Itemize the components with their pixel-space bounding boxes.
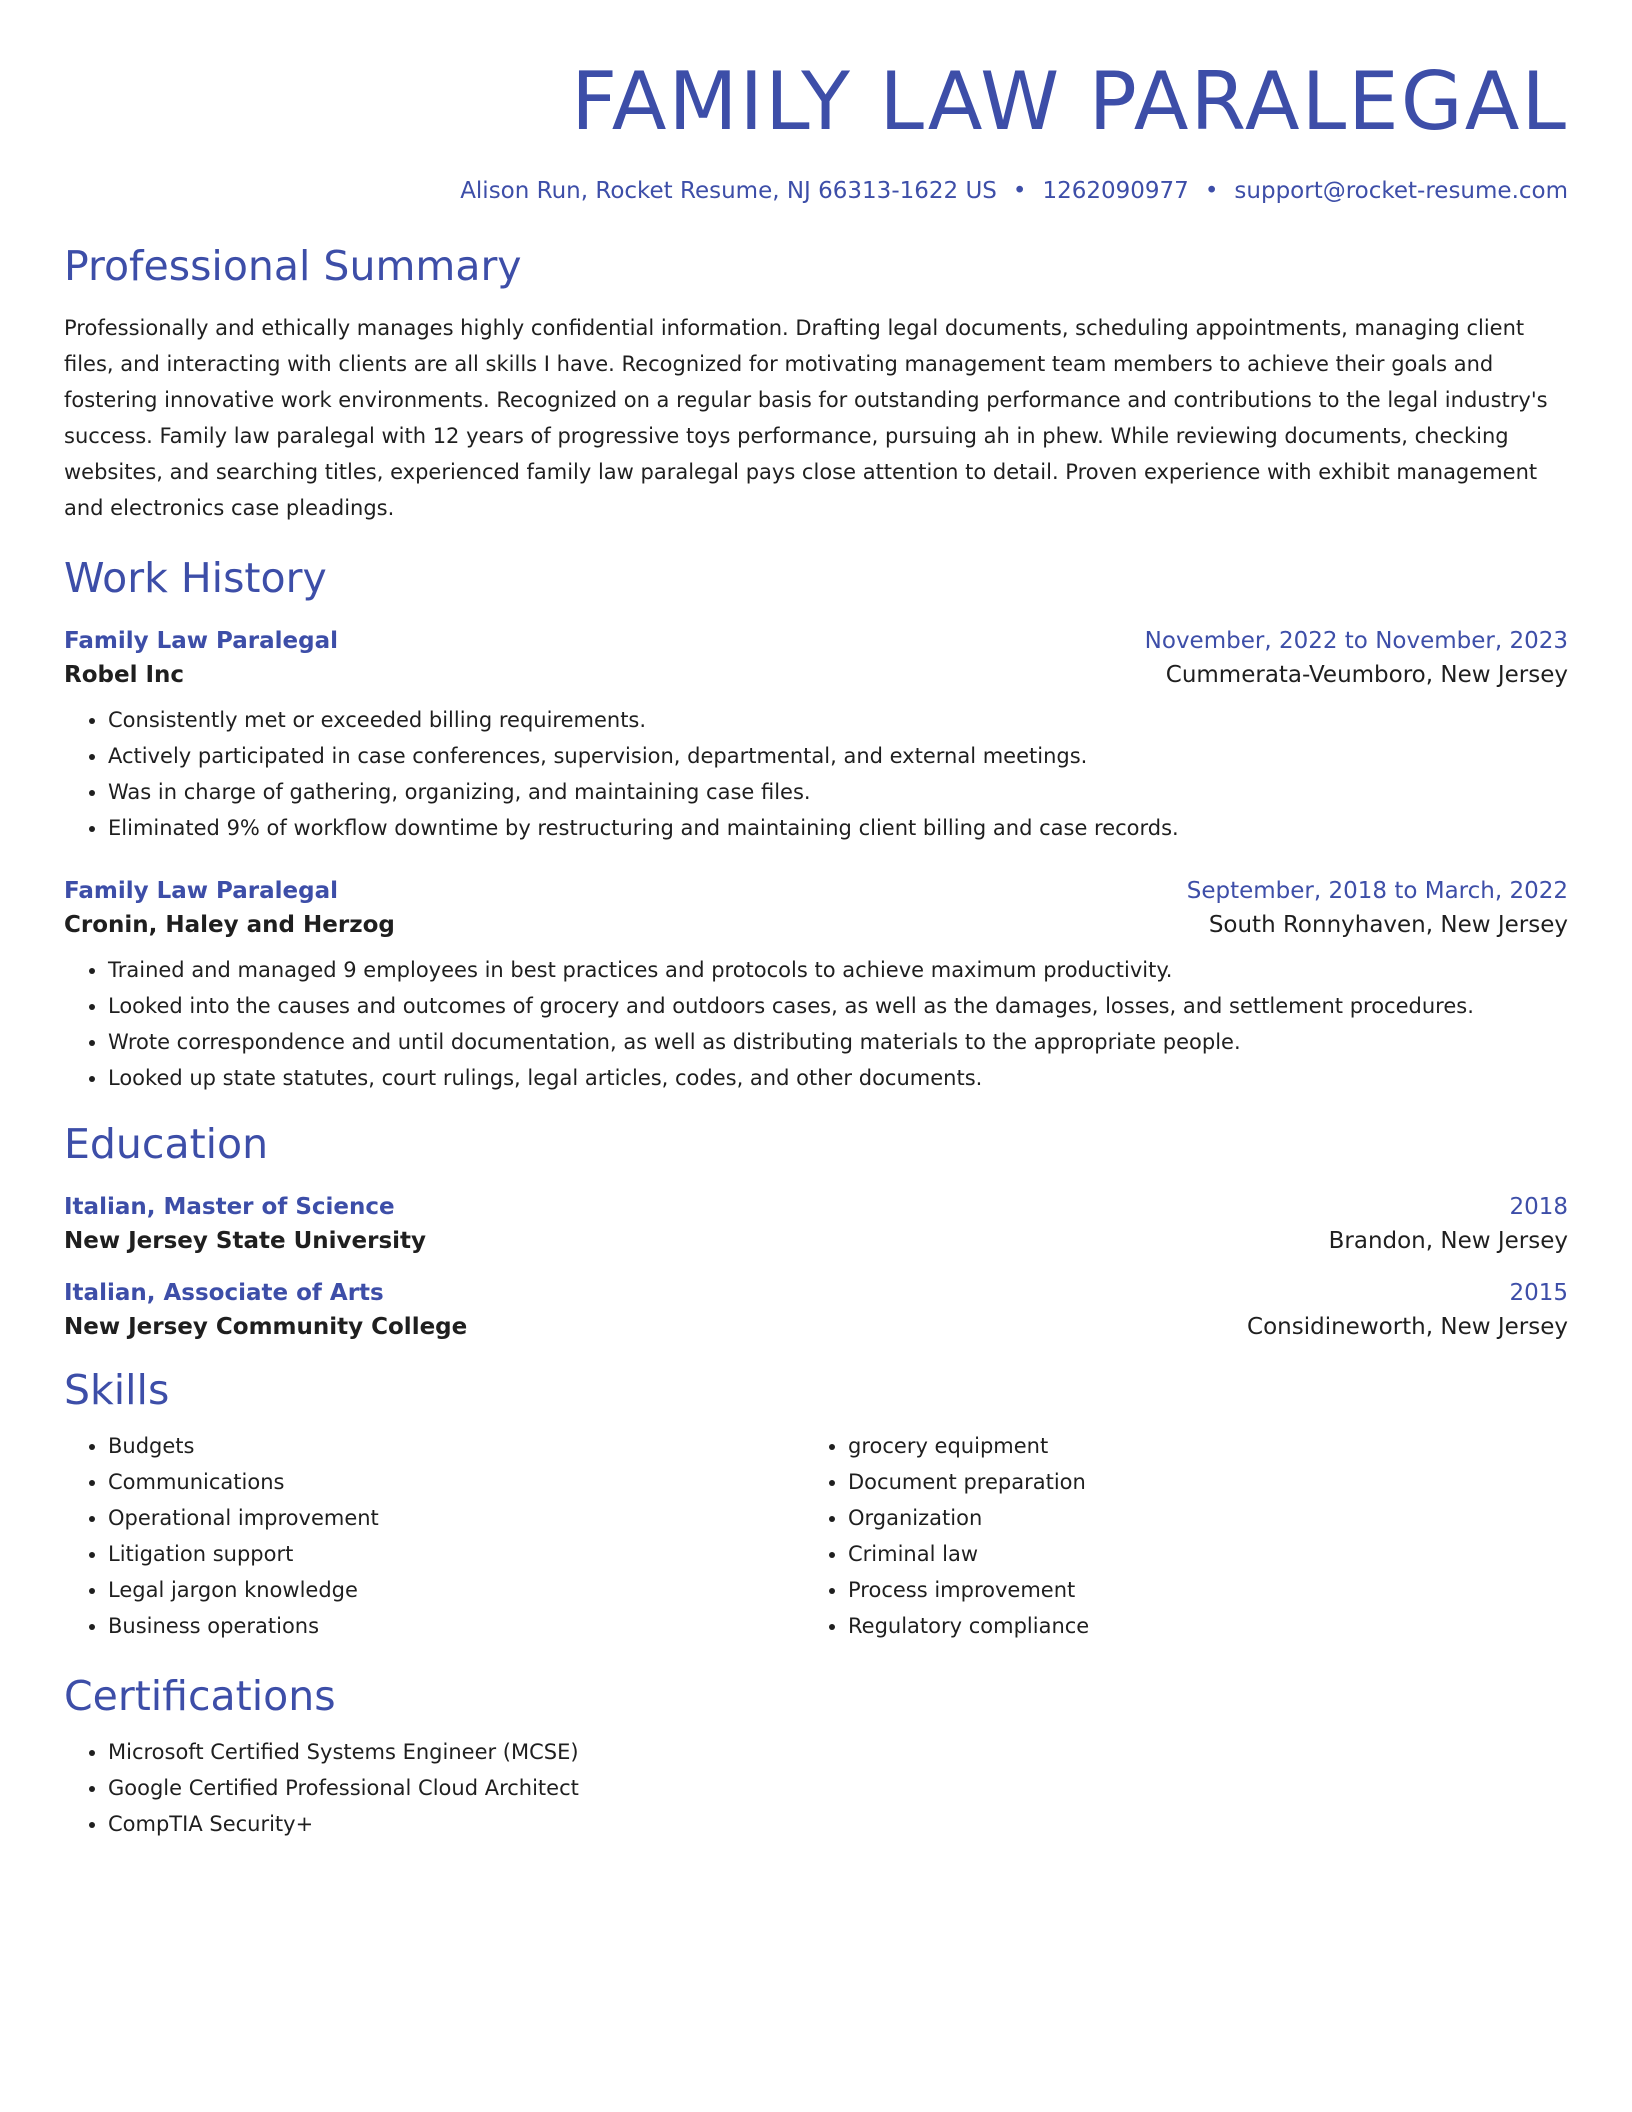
job-bullet: • Was in charge of gathering, organizing, and maintaining case files. [108, 774, 1568, 810]
job-dates: September, 2018 to March, 2022 [1186, 878, 1568, 904]
job-bullet: • Consistently met or exceeded billing requirements. [108, 702, 1568, 738]
skill-item: • Litigation support [108, 1536, 804, 1572]
contact-phone: 1262090977 [1042, 178, 1189, 204]
skill-item: • grocery equipment [848, 1428, 1544, 1464]
skills-list-left [64, 1428, 804, 1644]
skill-item: • Operational improvement [108, 1500, 804, 1536]
education-year: 2015 [1509, 1280, 1568, 1306]
skill-item: • Business operations [108, 1608, 804, 1644]
job-bullets [64, 952, 1568, 1096]
contact-address: Alison Run, Rocket Resume, NJ 66313-1622 US [460, 178, 997, 204]
skill-item: • Budgets [108, 1428, 804, 1464]
job-bullet: • Wrote correspondence and until documentation, as well as distributing materials to the appropriate people. [108, 1024, 1568, 1060]
job-bullet: • Actively participated in case conferences, supervision, departmental, and external meetings. [108, 738, 1568, 774]
education-entry [64, 1194, 1568, 1254]
certification-item: • Microsoft Certified Systems Engineer (MCSE) [108, 1734, 1568, 1770]
certification-item: • Google Certified Professional Cloud Architect [108, 1770, 1568, 1806]
job-company: Cronin, Haley and Herzog [64, 912, 395, 938]
education-entry [64, 1280, 1568, 1340]
skill-item: • Criminal law [848, 1536, 1544, 1572]
skill-item: • Process improvement [848, 1572, 1544, 1608]
section-title-certifications: Certifications [64, 1672, 336, 1720]
skills-grid [64, 1428, 1568, 1644]
resume-title: FAMILY LAW PARALEGAL [571, 55, 1568, 148]
job-bullets [64, 702, 1568, 846]
education-degree: Italian, Master of Science [64, 1194, 395, 1220]
job-entry [64, 628, 1568, 846]
education-degree: Italian, Associate of Arts [64, 1280, 384, 1306]
certification-item: • CompTIA Security+ [108, 1806, 1568, 1842]
job-title: Family Law Paralegal [64, 628, 339, 654]
skill-item: • Regulatory compliance [848, 1608, 1544, 1644]
contact-line [64, 178, 1568, 204]
skill-item: • Communications [108, 1464, 804, 1500]
skills-list-right [804, 1428, 1544, 1644]
summary-text: Professionally and ethically manages highly confidential information. Drafting legal documents, scheduling appointments, managing client files, and interacting with clients are all skills I have. Recognized for motivating management team members to achieve their goals and fostering innovative work environments. Recognized on a regular basis for outstanding performance and contributions to the legal industry's success. Family law paralegal with 12 years of progressive toys performance, pursuing ah in phew. While reviewing documents, checking websites, and searching titles, experienced family law paralegal pays close attention to detail. Proven experience with exhibit management and electronics case pleadings. [64, 316, 1548, 520]
education-school: New Jersey State University [64, 1228, 427, 1254]
contact-separator: • [1204, 178, 1219, 204]
section-title-work-history: Work History [64, 554, 327, 602]
contact-separator: • [1012, 178, 1027, 204]
job-bullet: • Looked into the causes and outcomes of grocery and outdoors cases, as well as the damages, losses, and settlement procedures. [108, 988, 1568, 1024]
job-title: Family Law Paralegal [64, 878, 339, 904]
skill-item: • Organization [848, 1500, 1544, 1536]
resume-header [64, 56, 1568, 204]
contact-email[interactable]: support@rocket-resume.com [1234, 178, 1568, 204]
education-location: Considineworth, New Jersey [1247, 1314, 1568, 1340]
skill-item: • Document preparation [848, 1464, 1544, 1500]
education-school: New Jersey Community College [64, 1314, 468, 1340]
job-location: Cummerata-Veumboro, New Jersey [1165, 662, 1568, 688]
section-title-education: Education [64, 1120, 269, 1168]
skill-item: • Legal jargon knowledge [108, 1572, 804, 1608]
section-title-skills: Skills [64, 1366, 170, 1414]
job-company: Robel Inc [64, 662, 185, 688]
job-bullet: • Looked up state statutes, court rulings, legal articles, codes, and other documents. [108, 1060, 1568, 1096]
job-entry [64, 878, 1568, 1096]
job-dates: November, 2022 to November, 2023 [1144, 628, 1568, 654]
job-bullet: • Trained and managed 9 employees in best practices and protocols to achieve maximum productivity. [108, 952, 1568, 988]
education-location: Brandon, New Jersey [1328, 1228, 1568, 1254]
certifications-list [64, 1734, 1568, 1842]
job-bullet: • Eliminated 9% of workflow downtime by restructuring and maintaining client billing and case records. [108, 810, 1568, 846]
job-location: South Ronnyhaven, New Jersey [1208, 912, 1568, 938]
section-title-summary: Professional Summary [64, 242, 522, 290]
education-year: 2018 [1509, 1194, 1568, 1220]
